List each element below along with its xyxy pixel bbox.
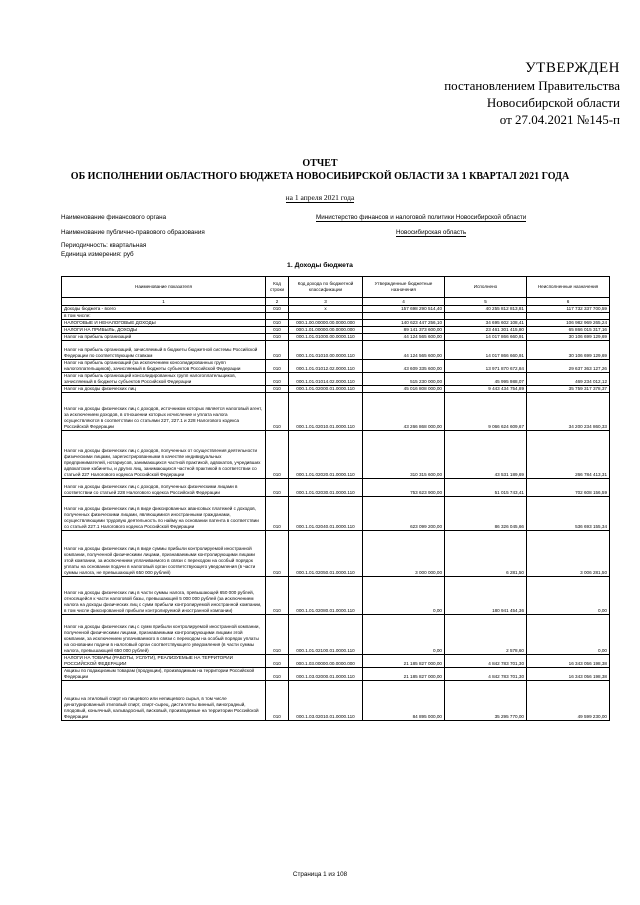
column-number: 4: [363, 298, 445, 306]
row-executed: 51 015 743,41: [445, 479, 527, 497]
table-row: [62, 668, 610, 681]
row-approved: 21 185 827 000,00: [363, 655, 445, 668]
row-name: НАЛОГИ НА ПРИБЫЛЬ, ДОХОДЫ: [62, 327, 266, 334]
row-executed: 4 842 783 701,30: [445, 668, 527, 681]
row-approved: 45 016 808 000,00: [363, 386, 445, 393]
row-code: 010: [266, 655, 289, 668]
row-name: Налог на доходы физических лиц в виде суммы прибыли контролируемой иностранной компании, полученной физическими лицами, признаваемыми контролирующими лицами этой компании, за исключением уплачиваемого в связи с переходом на особый порядок уплаты на основании подачи в налоговый орган соответствующего уведомления (в части суммы налога, не превышающей 650 000 рублей): [62, 531, 266, 577]
row-code: 010: [266, 615, 289, 655]
row-code: 010: [266, 531, 289, 577]
row-approved: [363, 313, 445, 320]
column-header: Исполнено: [445, 277, 527, 298]
column-header: Неисполненные назначения: [527, 277, 610, 298]
row-code: 010: [266, 306, 289, 313]
row-code: 010: [266, 386, 289, 393]
pp-label: Наименование публично-правового образования: [61, 229, 205, 236]
section-title: 1. Доходы бюджета: [287, 262, 353, 269]
row-approved: 0,00: [363, 577, 445, 615]
table-row: [62, 360, 610, 373]
row-unexecuted: 3 006 281,50: [527, 531, 610, 577]
column-number: 3: [289, 298, 363, 306]
row-name: в том числе:: [62, 313, 266, 320]
approval-line: постановлением Правительства: [444, 78, 620, 93]
row-kbk: [289, 313, 363, 320]
row-approved: 44 124 565 600,00: [363, 334, 445, 341]
row-kbk: 000.1.01.01010.00.0000.110: [289, 341, 363, 360]
row-unexecuted: 0,00: [527, 577, 610, 615]
row-executed: 43 531 189,69: [445, 431, 527, 479]
row-name: Доходы бюджета - всего: [62, 306, 266, 313]
row-kbk: 000.1.01.01000.00.0000.110: [289, 334, 363, 341]
row-unexecuted: 16 343 056 198,38: [527, 655, 610, 668]
table-row: [62, 479, 610, 497]
row-kbk: 000.1.01.02080.01.0000.110: [289, 577, 363, 615]
row-code: 010: [266, 479, 289, 497]
approval-line: Новосибирской области: [486, 95, 620, 110]
column-header: Утвержденные бюджетные назначения: [363, 277, 445, 298]
row-unexecuted: 30 106 699 129,69: [527, 341, 610, 360]
row-unexecuted: 469 234 012,12: [527, 373, 610, 386]
row-name: Акцизы по подакцизным товарам (продукции), производимым на территории Российской Федерации: [62, 668, 266, 681]
row-code: [266, 313, 289, 320]
row-kbk: 000.1.01.02020.01.0000.110: [289, 431, 363, 479]
row-executed: 45 995 988,07: [445, 373, 527, 386]
row-unexecuted: 266 784 413,31: [527, 431, 610, 479]
row-unexecuted: 702 608 156,59: [527, 479, 610, 497]
table-row: [62, 306, 610, 313]
row-code: 010: [266, 373, 289, 386]
row-unexecuted: 106 982 969 265,24: [527, 320, 610, 327]
row-kbk: 000.1.00.00000.00.0000.000: [289, 320, 363, 327]
row-code: 010: [266, 668, 289, 681]
row-kbk: 000.1.01.01012.02.0000.110: [289, 360, 363, 373]
table-row: [62, 577, 610, 615]
table-row: [62, 334, 610, 341]
table-header-row: [62, 277, 610, 298]
column-number: 1: [62, 298, 266, 306]
row-kbk: 000.1.01.00000.00.0000.000: [289, 327, 363, 334]
row-name: Налог на доходы физических лиц: [62, 386, 266, 393]
row-code: 010: [266, 497, 289, 531]
row-code: 010: [266, 341, 289, 360]
row-executed: 180 941 454,36: [445, 577, 527, 615]
table-row: [62, 431, 610, 479]
row-name: Налог на доходы физических лиц с доходов, полученных физическими лицами в соответствии со статьей 228 Налогового кодекса Российской Федерации: [62, 479, 266, 497]
row-kbk: х: [289, 306, 363, 313]
row-name: НАЛОГОВЫЕ И НЕНАЛОГОВЫЕ ДОХОДЫ: [62, 320, 266, 327]
row-kbk: 000.1.01.02050.01.0000.110: [289, 531, 363, 577]
row-approved: 753 623 900,00: [363, 479, 445, 497]
fin-org-value: Министерство финансов и налоговой политики Новосибирской области: [316, 214, 527, 221]
report-title-line2: ОБ ИСПОЛНЕНИИ ОБЛАСТНОГО БЮДЖЕТА НОВОСИБИРСКОЙ ОБЛАСТИ ЗА 1 КВАРТАЛ 2021 ГОДА: [70, 171, 570, 182]
table-row: [62, 341, 610, 360]
row-approved: 21 185 827 000,00: [363, 668, 445, 681]
row-unexecuted: 65 866 015 317,16: [527, 327, 610, 334]
row-executed: 34 695 602 108,41: [445, 320, 527, 327]
row-kbk: 000.1.01.02100.01.0000.110: [289, 615, 363, 655]
column-number: 2: [266, 298, 289, 306]
row-name: Налог на прибыль организаций, зачисляемый в бюджеты бюджетной системы Российской Федерации по соответствующим ставкам: [62, 341, 266, 360]
row-approved: 44 124 565 600,00: [363, 341, 445, 360]
row-kbk: 000.1.01.02000.01.0000.110: [289, 386, 363, 393]
row-name: Налог на доходы физических лиц с сумм прибыли контролируемой иностранной компании, полученной физическими лицами, признаваемыми контролирующими лицами этой компании, за исключением уплачиваемого в связи с переходом на особый порядок уплаты на основании подачи в налоговый орган соответствующего уведомления (в части суммы налога, превышающей 650 000 рублей): [62, 615, 266, 655]
table-row: [62, 313, 610, 320]
report-date-text: на 1 апреля 2021 года: [285, 193, 355, 202]
table-row: [62, 320, 610, 327]
column-number: 5: [445, 298, 527, 306]
row-code: 010: [266, 327, 289, 334]
table-row: [62, 681, 610, 721]
column-number-row: [62, 298, 610, 306]
unit-of-measure: Единица измерения: руб: [61, 251, 134, 258]
fin-org-label: Наименование финансового органа: [61, 214, 167, 221]
pp-value: Новосибирская область: [396, 229, 467, 236]
periodicity: Периодичность: квартальная: [61, 242, 147, 249]
table-row: [62, 393, 610, 431]
row-approved: 3 000 000,00: [363, 531, 445, 577]
row-approved: 89 141 373 600,00: [363, 327, 445, 334]
page-counter: Страница 1 из 108: [292, 871, 348, 878]
table-row: [62, 531, 610, 577]
row-code: 010: [266, 681, 289, 721]
column-header: Код дохода по бюджетной классификации: [289, 277, 363, 298]
table-row: [62, 655, 610, 668]
row-unexecuted: 35 759 317 378,37: [527, 386, 610, 393]
column-header: Наименование показателя: [62, 277, 266, 298]
row-code: 010: [266, 334, 289, 341]
approval-stamp: [420, 60, 620, 128]
row-kbk: 000.1.01.02010.01.0000.110: [289, 393, 363, 431]
row-unexecuted: 0,00: [527, 615, 610, 655]
row-executed: [445, 313, 527, 320]
row-code: 010: [266, 360, 289, 373]
row-unexecuted: [527, 313, 610, 320]
row-executed: 2 578,60: [445, 615, 527, 655]
row-approved: 140 623 447 256,10: [363, 320, 445, 327]
row-approved: 84 895 000,00: [363, 681, 445, 721]
row-kbk: 000.1.03.02010.01.0000.110: [289, 681, 363, 721]
row-approved: 310 315 600,00: [363, 431, 445, 479]
row-approved: 0,00: [363, 615, 445, 655]
row-unexecuted: 536 693 155,34: [527, 497, 610, 531]
row-executed: 4 842 783 701,30: [445, 655, 527, 668]
row-unexecuted: 34 200 234 860,33: [527, 393, 610, 431]
table-row: [62, 327, 610, 334]
row-name: Налог на прибыль организаций (за исключением консолидированных групп налогоплательщиков), зачисляемый в бюджеты субъектов Российской Федерации: [62, 360, 266, 373]
row-approved: 43 266 868 000,00: [363, 393, 445, 431]
row-name: Налог на доходы физических лиц в части суммы налога, превышающей 650 000 рублей, относящейся к части налоговой базы, превышающей 5 000 000 рублей (за исключением налога на доходы физических лиц с сумм прибыли контролируемой иностранной компании, в том числе фиксированной прибыли контролируемой иностранной компании): [62, 577, 266, 615]
row-name: Налог на прибыль организаций: [62, 334, 266, 341]
approval-line: от 27.04.2021 №145-п: [499, 112, 620, 127]
row-executed: 6 281,50: [445, 531, 527, 577]
table-row: [62, 497, 610, 531]
row-kbk: 000.1.01.01014.02.0000.110: [289, 373, 363, 386]
report-title-line1: ОТЧЕТ: [302, 158, 338, 169]
row-code: 010: [266, 393, 289, 431]
approval-heading: УТВЕРЖДЕН: [525, 60, 620, 76]
row-approved: 43 609 335 600,00: [363, 360, 445, 373]
row-executed: 23 461 301 415,80: [445, 327, 527, 334]
row-name: Налог на доходы физических лиц с доходов, источником которых является налоговый агент, за исключением доходов, в отношении которых исчисление и уплата налога осуществляются в соответствии со статьями 227, 227.1 и 228 Налогового кодекса Российской Федерации: [62, 393, 266, 431]
row-approved: 623 099 200,00: [363, 497, 445, 531]
row-executed: 9 066 624 609,67: [445, 393, 527, 431]
row-unexecuted: 16 343 056 198,38: [527, 668, 610, 681]
row-executed: 14 017 866 660,91: [445, 334, 527, 341]
table-row: [62, 615, 610, 655]
row-code: 010: [266, 577, 289, 615]
row-executed: 35 295 770,00: [445, 681, 527, 721]
row-name: Налог на доходы физических лиц в виде фиксированных авансовых платежей с доходов, полученных физическими лицами, являющимися иностранными гражданами, осуществляющими трудовую деятельность по найму на основании патента в соответствии со статьей 227.1 Налогового кодекса Российской Федерации: [62, 497, 266, 531]
row-kbk: 000.1.01.02030.01.0000.110: [289, 479, 363, 497]
report-title: [0, 157, 640, 183]
row-unexecuted: 29 637 363 127,26: [527, 360, 610, 373]
row-unexecuted: 49 599 230,00: [527, 681, 610, 721]
row-kbk: 000.1.03.02000.01.0000.110: [289, 668, 363, 681]
report-date: [0, 193, 640, 202]
table-row: [62, 386, 610, 393]
row-executed: 86 326 045,66: [445, 497, 527, 531]
row-executed: 40 255 812 813,81: [445, 306, 527, 313]
row-unexecuted: 117 732 337 700,59: [527, 306, 610, 313]
row-kbk: 000.1.03.00000.00.0000.000: [289, 655, 363, 668]
table-row: [62, 373, 610, 386]
row-name: Налог на прибыль организаций консолидированных групп налогоплательщиков, зачисляемый в бюджеты субъектов Российской Федерации: [62, 373, 266, 386]
row-executed: 9 443 434 754,89: [445, 386, 527, 393]
row-name: Акцизы на этиловый спирт из пищевого или непищевого сырья, в том числе денатурированный этиловый спирт, спирт-сырец, дистилляты винный, виноградный, плодовый, коньячный, кальвадосный, висковый, производимые на территории Российской Федерации: [62, 681, 266, 721]
row-approved: 157 698 290 514,40: [363, 306, 445, 313]
column-header: Код строки: [266, 277, 289, 298]
row-code: 010: [266, 320, 289, 327]
row-code: 010: [266, 431, 289, 479]
row-name: НАЛОГИ НА ТОВАРЫ (РАБОТЫ, УСЛУГИ), РЕАЛИЗУЕМЫЕ НА ТЕРРИТОРИИ РОССИЙСКОЙ ФЕДЕРАЦИИ: [62, 655, 266, 668]
income-table: [61, 276, 610, 721]
column-number: 6: [527, 298, 610, 306]
row-unexecuted: 30 106 699 129,69: [527, 334, 610, 341]
row-name: Налог на доходы физических лиц с доходов, полученных от осуществления деятельности физическими лицами, зарегистрированными в качестве индивидуальных предпринимателей, нотариусов, занимающихся частной практикой, адвокатов, учредивших адвокатские кабинеты, и других лиц, занимающихся частной практикой в соответствии со статьей 227 Налогового кодекса Российской Федерации: [62, 431, 266, 479]
row-kbk: 000.1.01.02040.01.0000.110: [289, 497, 363, 531]
row-approved: 515 230 000,00: [363, 373, 445, 386]
row-executed: 14 017 866 660,91: [445, 341, 527, 360]
row-executed: 13 971 870 672,84: [445, 360, 527, 373]
